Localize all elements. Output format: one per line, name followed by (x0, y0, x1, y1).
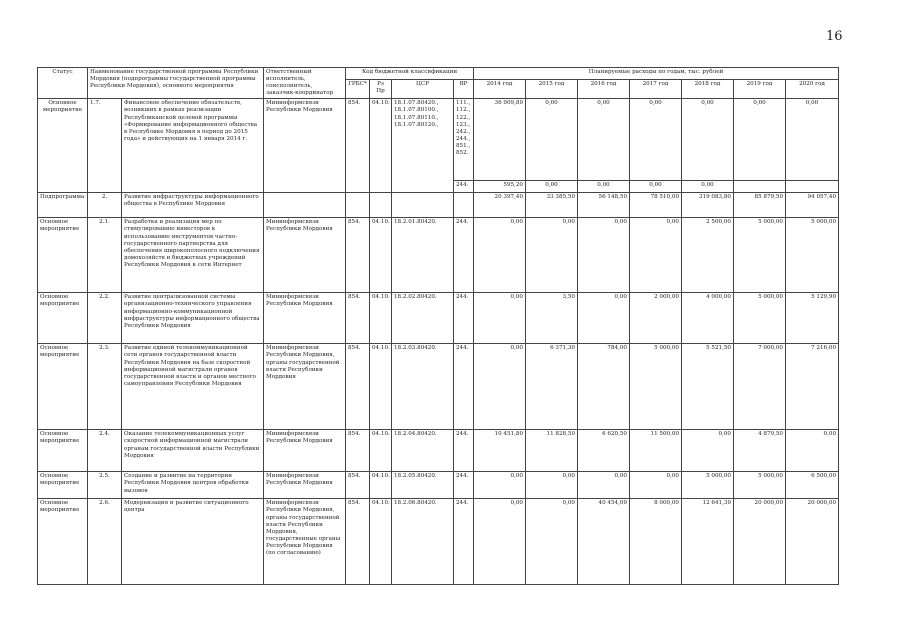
value-cell: 0,00 (578, 472, 630, 499)
value-cell: 12 641,30 (682, 499, 734, 585)
rzpr-cell: 04.10. (370, 218, 392, 293)
value-cell: 5 000,00 (786, 218, 839, 293)
rzpr-cell: 04.10. (370, 430, 392, 472)
number-cell: 2. (88, 193, 122, 218)
table-row (38, 193, 839, 218)
value-cell: 33 385,50 (526, 193, 578, 218)
number-cell: 2.3. (88, 344, 122, 430)
value-cell: 5 000,00 (734, 218, 786, 293)
value-cell: 5 000,00 (734, 472, 786, 499)
table-row (38, 430, 839, 472)
executor-cell: Мининформсвязи Республики Мордовия, органы государственной власти Республики Мордовия, государственные органы Республики Мордовия (по согласованию) (264, 499, 346, 585)
csr-cell: 18.2.06.80420. (392, 499, 454, 585)
name-cell: Модернизация и развитие ситуационного центра (122, 499, 264, 585)
name-cell: Оказание телекоммуникационных услуг скоростной информационной магистрали органам государственной власти Республики Мордовия (122, 430, 264, 472)
status-cell: Основное мероприятие (38, 99, 88, 193)
name-cell: Развитие инфраструктуры информационного общества в Республике Мордовия (122, 193, 264, 218)
executor-cell: Мининформсвязи Республики Мордовия (264, 472, 346, 499)
value-cell: 2 000,00 (630, 293, 682, 344)
value-cell: 0,00 (630, 99, 682, 181)
value-cell: 0,00 (578, 99, 630, 181)
csr-cell: 18.2.04.80420. (392, 430, 454, 472)
value-cell: 4 000,00 (682, 293, 734, 344)
value-cell: 36 909,80 (474, 99, 526, 181)
vr-cell: 244. (454, 218, 474, 293)
status-cell: Основное мероприятие (38, 218, 88, 293)
number-cell: 2.6. (88, 499, 122, 585)
value-cell: 0,00 (474, 293, 526, 344)
table-row (38, 499, 839, 585)
value-cell: 4 879,50 (734, 430, 786, 472)
budget-code-header: Код бюджетной классификации (346, 68, 474, 80)
value-cell: 20 000,00 (734, 499, 786, 585)
grbs-cell: 854. (346, 99, 370, 193)
value-cell: 6 371,30 (526, 344, 578, 430)
value-cell: 0,00 (630, 472, 682, 499)
value-cell: 5 000,00 (630, 344, 682, 430)
csr-cell: 18.2.05.80420. (392, 472, 454, 499)
rzpr-cell: 04.10. (370, 344, 392, 430)
grbs-cell: 854. (346, 472, 370, 499)
rzpr-cell: 04.10. (370, 293, 392, 344)
value-cell: 0,00 (526, 181, 578, 193)
vr-cell: 111., 112., 122., 123., 242., 244., 851., 852. (454, 99, 474, 181)
value-cell: 85 879,50 (734, 193, 786, 218)
value-cell: 0,00 (578, 218, 630, 293)
executor-cell (264, 193, 346, 218)
executor-cell: Мининформсвязи Республики Мордовия, органы государственной власти Республики Мордовия (264, 344, 346, 430)
executor-header: Ответственный исполнитель, соисполнитель, заказчик-координатор (264, 68, 346, 99)
value-cell: 56 148,50 (578, 193, 630, 218)
value-cell: 0,00 (526, 499, 578, 585)
value-cell: 0,00 (578, 293, 630, 344)
page-number: 16 (826, 29, 843, 44)
grbs-header: ГРБС* (346, 79, 370, 99)
name-cell: Финансовое обеспечение обязательств, возникших в рамках реализации Республиканской целевой программы «Формирование информационного общества в Республике Мордовия в период до 2015 года» и действующих на 1 января 2014 г. (122, 99, 264, 193)
csr-cell (392, 193, 454, 218)
status-cell: Основное мероприятие (38, 472, 88, 499)
executor-cell: Мининформсвязи Республики Мордовия (264, 293, 346, 344)
name-cell: Развитие централизованной системы организационно-технического управления информационно-коммуникационной инфраструктуры информационного общества Республики Мордовия (122, 293, 264, 344)
value-cell: 0,00 (578, 181, 630, 193)
executor-cell: Мининформсвязи Республики Мордовия (264, 218, 346, 293)
csr-cell: 18.2.03.80420. (392, 344, 454, 430)
value-cell: 0,00 (526, 218, 578, 293)
vr-cell: 244. (454, 344, 474, 430)
value-cell: 5 129,90 (786, 293, 839, 344)
table-row (38, 99, 839, 181)
value-cell: 7 216,00 (786, 344, 839, 430)
name-cell: Разработка и реализация мер по стимулированию инвесторов к использованию инструментов частно-государственного партнерства для обеспечения широкополосного подключения домохозяйств и бюджетных учреждений Республики Мордовия к сети Интернет (122, 218, 264, 293)
value-cell: 0,00 (682, 99, 734, 181)
name-cell: Создание и развитие на территории Республики Мордовия центров обработки вызовов (122, 472, 264, 499)
value-cell: 0,00 (526, 99, 578, 181)
csr-cell: 18.2.01.80420. (392, 218, 454, 293)
number-cell: 2.1. (88, 218, 122, 293)
value-cell: 20 397,40 (474, 193, 526, 218)
table-header-row (38, 68, 839, 80)
value-cell: 40 454,00 (578, 499, 630, 585)
value-cell (734, 181, 786, 193)
rzpr-cell: 04.10. (370, 472, 392, 499)
value-cell: 0,00 (786, 430, 839, 472)
value-cell: 595,20 (474, 181, 526, 193)
value-cell: 11 500,00 (630, 430, 682, 472)
value-cell: 20 000,00 (786, 499, 839, 585)
status-cell: Основное мероприятие (38, 430, 88, 472)
vr-header: ВР (454, 79, 474, 99)
value-cell: 6 620,50 (578, 430, 630, 472)
executor-cell: Мининформсвязи Республики Мордовия (264, 430, 346, 472)
value-cell: 784,00 (578, 344, 630, 430)
status-cell: Основное мероприятие (38, 344, 88, 430)
value-cell: 0,00 (474, 218, 526, 293)
value-cell: 7 000,00 (734, 344, 786, 430)
year-header: 2020 год (786, 79, 839, 99)
vr-cell: 244. (454, 181, 474, 193)
value-cell: 3,50 (526, 293, 578, 344)
grbs-cell: 854. (346, 344, 370, 430)
vr-cell: 244. (454, 430, 474, 472)
year-header: 2018 год (682, 79, 734, 99)
value-cell: 94 057,40 (786, 193, 839, 218)
vr-cell: 244. (454, 293, 474, 344)
table-row (38, 218, 839, 293)
executor-cell: Мининформсвязи Республики Мордовия (264, 99, 346, 193)
table-row (38, 293, 839, 344)
status-cell: Основное мероприятие (38, 499, 88, 585)
vr-cell (454, 193, 474, 218)
value-cell: 0,00 (474, 344, 526, 430)
value-cell: 0,00 (526, 472, 578, 499)
name-header: Наименование государственной программы Республики Мордовия (подпрограммы государственной программы Республики Мордовия), основного мероприятия (88, 68, 264, 99)
value-cell: 0,00 (474, 472, 526, 499)
status-cell: Основное мероприятие (38, 293, 88, 344)
value-cell: 0,00 (734, 99, 786, 181)
rzpr-cell: 04.10. (370, 99, 392, 193)
grbs-cell: 854. (346, 430, 370, 472)
value-cell: 319 083,80 (682, 193, 734, 218)
status-header: Статус (38, 68, 88, 99)
value-cell (786, 181, 839, 193)
grbs-cell: 854. (346, 499, 370, 585)
table-row (38, 472, 839, 499)
year-header: 2015 год (526, 79, 578, 99)
value-cell: 0,00 (786, 99, 839, 181)
value-cell: 11 828,50 (526, 430, 578, 472)
number-cell: 1.7. (88, 99, 122, 193)
rzpr-cell: 04.10. (370, 499, 392, 585)
expenses-table (37, 67, 839, 585)
vr-cell: 244. (454, 472, 474, 499)
value-cell: 5 521,50 (682, 344, 734, 430)
rzpr-cell (370, 193, 392, 218)
value-cell: 5 000,00 (734, 293, 786, 344)
name-cell: Развитие единой телекоммуникационной сети органов государственной власти Республики Мордовия на базе скоростной информационной магистрали органов государственной власти и органов местного самоуправления Республики Мордовия (122, 344, 264, 430)
number-cell: 2.4. (88, 430, 122, 472)
year-header: 2017 год (630, 79, 682, 99)
vr-cell: 244. (454, 499, 474, 585)
grbs-cell (346, 193, 370, 218)
year-header: 2014 год (474, 79, 526, 99)
value-cell: 6 500,00 (786, 472, 839, 499)
table-row (38, 344, 839, 430)
value-cell: 0,00 (474, 499, 526, 585)
value-cell: 0,00 (630, 181, 682, 193)
value-cell: 78 510,00 (630, 193, 682, 218)
grbs-cell: 854. (346, 293, 370, 344)
value-cell: 0,00 (682, 430, 734, 472)
value-cell: 5 000,00 (682, 472, 734, 499)
year-header: 2016 год (578, 79, 630, 99)
number-cell: 2.2. (88, 293, 122, 344)
value-cell: 10 451,80 (474, 430, 526, 472)
status-cell: Подпрограмма (38, 193, 88, 218)
csr-cell: 18.2.02.80420. (392, 293, 454, 344)
year-header: 2019 год (734, 79, 786, 99)
csr-cell: 18.1.07.80420., 18.1.07.80100., 18.1.07.80110., 18.1.07.80120., (392, 99, 454, 193)
number-cell: 2.5. (88, 472, 122, 499)
value-cell: 2 500,00 (682, 218, 734, 293)
expenses-header: Планируемые расходы по годам, тыс. рублей (474, 68, 839, 80)
grbs-cell: 854. (346, 218, 370, 293)
rzpr-header: Рз Пр (370, 79, 392, 99)
value-cell: 0,00 (682, 181, 734, 193)
value-cell: 8 000,00 (630, 499, 682, 585)
csr-header: ЦСР (392, 79, 454, 99)
value-cell: 0,00 (630, 218, 682, 293)
